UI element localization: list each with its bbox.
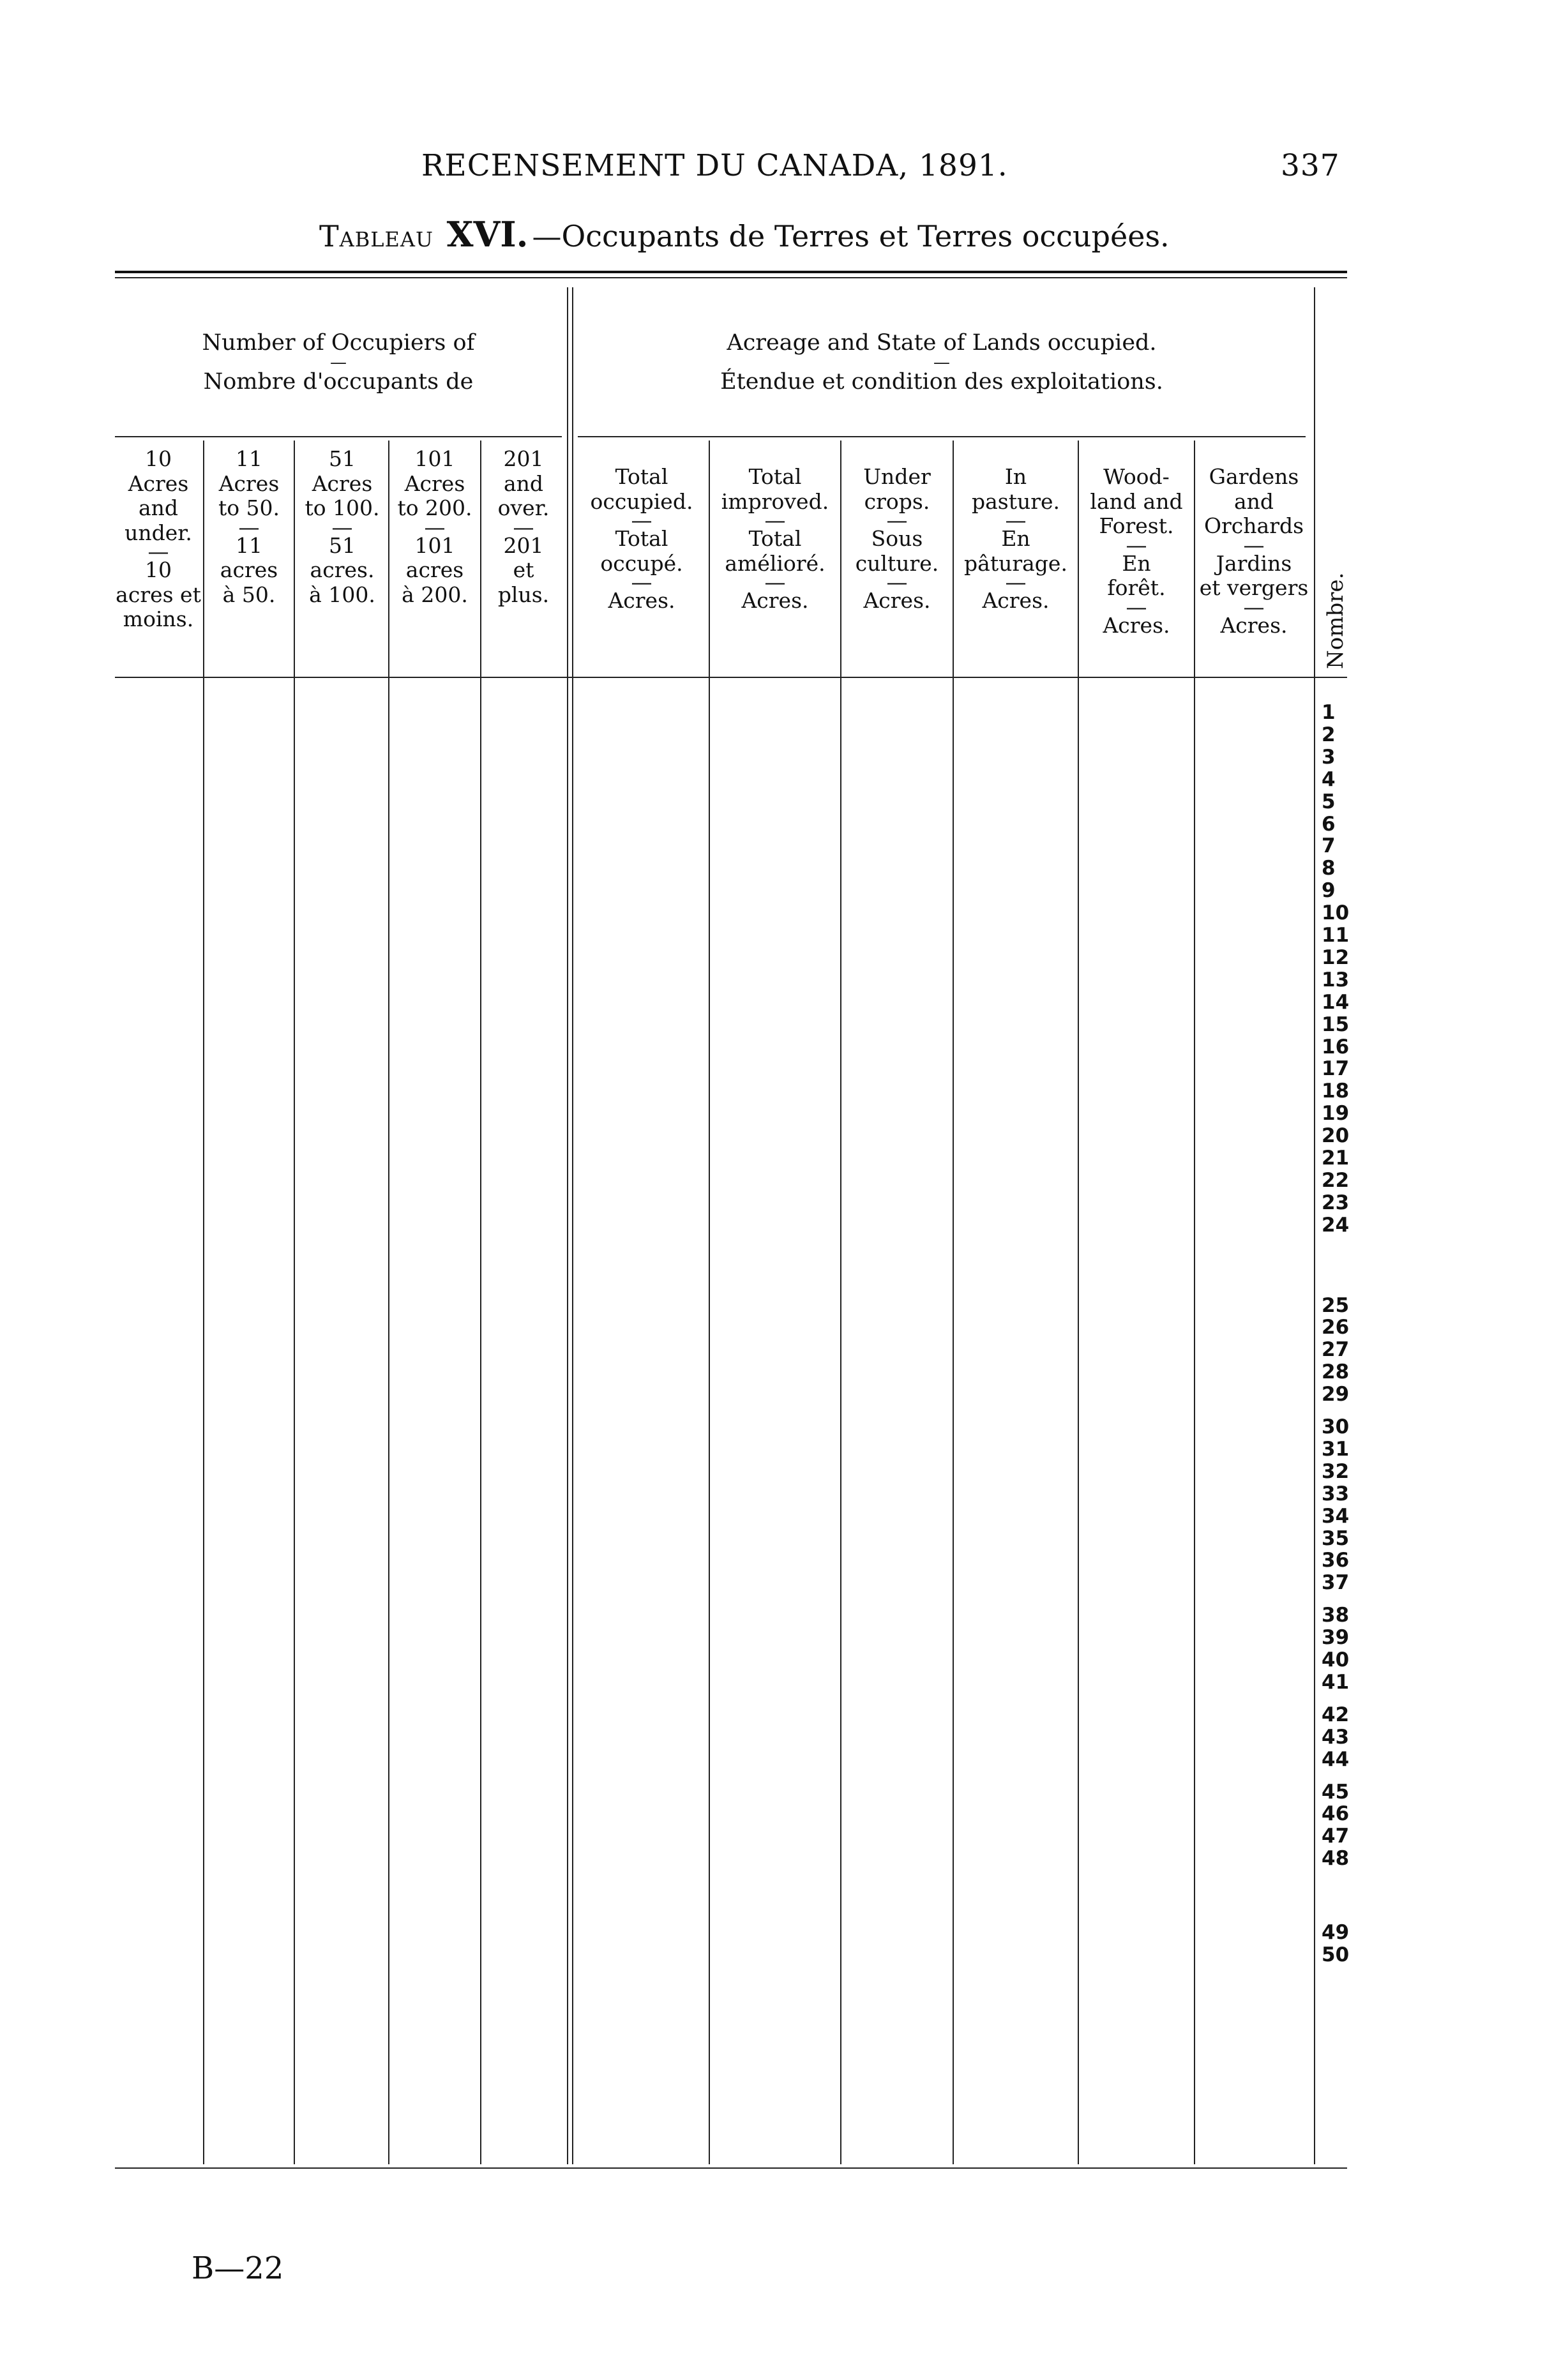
occupiers-fr: Nombre d'occupants de [203,369,474,395]
column-header: Total occupied. — Total occupé. — Acres. [576,465,707,614]
col-divider [294,441,295,2164]
column-header: Wood- land and Forest. — En forêt. — Acres. [1080,465,1193,638]
column-header-line: Sous [871,526,923,552]
column-header-line: Total [748,526,802,552]
row-number: 21 [1322,1147,1350,1170]
row-number: 50 [1322,1943,1350,1966]
row-number: 18 [1322,1080,1350,1103]
page-number: 337 [1281,148,1340,183]
column-header-line: Total [615,526,668,552]
row-number: 48 [1322,1847,1350,1871]
column-header-line: à 200. [402,582,468,607]
row-number: 3 [1322,745,1336,769]
row-number: 10 [1322,901,1350,925]
row-number: 37 [1322,1571,1350,1595]
column-header: 11 Acres to 50. — 11 acres à 50. [206,447,292,607]
row-number: 33 [1322,1482,1350,1505]
column-header: Total improved. — Total amélioré. — Acres. [711,465,839,614]
row-number: 4 [1322,767,1336,791]
col-divider [388,441,389,2164]
row-number: 45 [1322,1780,1350,1804]
col-divider [840,441,841,2164]
column-header-line: and [1233,488,1274,514]
column-header: In pasture. — En pâturage. — Acres. [955,465,1076,614]
row-number: 49 [1322,1921,1350,1944]
row-number: 22 [1322,1168,1350,1192]
bottom-rule [115,2167,1347,2169]
column-header: 201 and over. — 201 et plus. [483,447,564,607]
column-header-line: Wood- [1103,464,1170,489]
double-divider [572,287,573,2164]
column-header-line: Acres. [863,588,931,614]
column-header-line: to 100. [305,495,380,521]
row-number: 5 [1322,790,1336,813]
column-header-line: improved. [721,488,829,514]
row-number: 31 [1322,1437,1350,1461]
column-header-line: 11 [236,446,262,471]
column-header-line: — [1243,594,1265,619]
column-header-line: under. [124,520,192,545]
row-number: 20 [1322,1124,1350,1148]
column-header-line: Acres [312,471,373,496]
column-header: 101 Acres to 200. — 101 acres à 200. [391,447,479,607]
row-number: 1 [1322,701,1336,724]
row-number: 46 [1322,1802,1350,1826]
column-header-line: et [513,557,534,583]
column-header-line: — [631,569,652,595]
row-number: 39 [1322,1626,1350,1650]
nombre-label: Nombre. [1323,572,1348,669]
column-header-line: Gardens [1209,464,1299,489]
column-header-line: Forest. [1099,513,1174,539]
column-header-line: — [886,569,908,595]
column-header-line: 51 [329,446,356,471]
column-header-line: — [1005,569,1027,595]
column-header-line: pasture. [971,488,1060,514]
row-number: 26 [1322,1316,1350,1339]
top-rule [115,271,1347,273]
col-divider [480,441,481,2164]
column-header-line: crops. [864,488,930,514]
column-header-line: land and [1090,488,1183,514]
row-number: 42 [1322,1703,1350,1726]
column-header-line: Acres. [608,588,675,614]
tableau-number: XVI. [446,214,529,255]
column-header-line: 201 [503,446,544,471]
row-number: 13 [1322,968,1350,991]
row-number: 11 [1322,924,1350,947]
row-number: 28 [1322,1360,1350,1384]
column-header: 51 Acres to 100. — 51 acres. à 100. [298,447,387,607]
row-number: 24 [1322,1213,1350,1237]
column-header-line: forêt. [1107,575,1166,601]
row-number: 16 [1322,1035,1350,1059]
column-header-line: Jardins [1216,550,1292,576]
row-number: 7 [1322,834,1336,858]
occupiers-group-header: Number of Occupiers of — Nombre d'occupants de [202,330,475,395]
row-number: 38 [1322,1604,1350,1627]
column-header-line: Acres [218,471,280,496]
column-header-line: 10 [145,557,172,583]
row-number: 47 [1322,1825,1350,1848]
row-number: 40 [1322,1648,1350,1671]
row-number: 41 [1322,1670,1350,1694]
group-underline-left [115,436,562,437]
row-number: 17 [1322,1057,1350,1081]
column-header-line: Acres. [1220,612,1288,638]
column-header-line: et vergers [1199,575,1309,601]
column-header: Gardens and Orchards — Jardins et vergers — Acres. [1196,465,1311,638]
double-divider [567,287,568,2164]
column-header-line: Acres. [1103,612,1170,638]
acreage-en: Acreage and State of Lands occupied. [727,330,1157,356]
row-number: 30 [1322,1415,1350,1438]
row-number: 9 [1322,879,1336,903]
column-header-line: 101 [414,532,455,558]
table-title [319,214,1170,255]
column-header-line: à 100. [309,582,375,607]
occupiers-en: Number of Occupiers of [202,330,475,356]
row-number: 19 [1322,1102,1350,1126]
top-rule-thin [115,277,1347,278]
col-divider [1314,287,1315,2164]
acreage-fr: Étendue et condition des exploitations. [720,369,1163,395]
column-header: Under crops. — Sous culture. — Acres. [843,465,951,614]
row-number: 44 [1322,1747,1350,1771]
column-header-line: Orchards [1203,513,1304,539]
row-number: 8 [1322,857,1336,880]
column-header-line: In [1004,464,1027,489]
column-header-line: acres [405,557,464,583]
column-header-line: 101 [414,446,455,471]
col-divider [953,441,954,2164]
tableau-label: Tableau [319,219,433,253]
column-header-line: over. [497,495,550,521]
column-header-line: Acres. [982,588,1050,614]
column-header-line: amélioré. [725,550,825,576]
column-header-line: acres [220,557,278,583]
column-header-line: 51 [329,532,356,558]
acreage-group-header: Acreage and State of Lands occupied. — Étendue et condition des exploitations. [720,330,1163,395]
row-number: 15 [1322,1013,1350,1036]
row-number: 27 [1322,1338,1350,1362]
column-header-line: to 200. [397,495,472,521]
column-header-line: Total [615,464,668,489]
row-number: 36 [1322,1549,1350,1572]
row-number: 14 [1322,990,1350,1014]
column-header-line: pâturage. [964,550,1067,576]
column-header-line: occupé. [600,550,683,576]
row-number: 6 [1322,812,1336,836]
header-bottom-rule [115,677,1347,678]
row-number: 29 [1322,1383,1350,1406]
row-number: 25 [1322,1293,1350,1317]
group-underline-right [578,436,1306,437]
column-header-line: En [1122,550,1151,576]
column-header-line: Acres [128,471,189,496]
row-number: 12 [1322,946,1350,969]
column-header-line: culture. [855,550,939,576]
column-header-line: 11 [236,532,262,558]
running-title: RECENSEMENT DU CANADA, 1891. [421,148,1008,183]
column-header-line: plus. [497,582,550,607]
footer-code: B—22 [192,2250,284,2286]
column-header-line: Acres. [741,588,809,614]
col-divider [709,441,710,2164]
tableau-title: —Occupants de Terres et Terres occupées. [532,219,1170,253]
column-header-line: Under [863,464,931,489]
column-header-line: Total [748,464,802,489]
column-header-line: moins. [123,607,194,632]
column-header-line: and [503,471,544,496]
column-header-line: acres. [310,557,375,583]
column-header-line: En [1001,526,1030,552]
column-header-line: to 50. [218,495,280,521]
column-header-line: — [1126,594,1147,619]
col-divider [1194,441,1195,2164]
column-header-line: 10 [145,446,172,471]
col-divider [1078,441,1079,2164]
column-header-line: 201 [503,532,544,558]
row-number: 43 [1322,1725,1350,1749]
row-number: 32 [1322,1459,1350,1483]
column-header-line: and [138,495,179,521]
row-number: 23 [1322,1191,1350,1214]
column-header-line: — [764,569,786,595]
row-number: 35 [1322,1526,1350,1550]
row-number: 34 [1322,1504,1350,1528]
column-header-line: Acres [404,471,465,496]
row-number: 2 [1322,723,1336,746]
column-header-line: acres et [116,582,201,607]
column-header-line: occupied. [590,488,693,514]
column-header-line: à 50. [222,582,276,607]
col-divider [203,441,204,2164]
column-header: 10 Acres and under. — 10 acres et moins. [116,446,201,632]
